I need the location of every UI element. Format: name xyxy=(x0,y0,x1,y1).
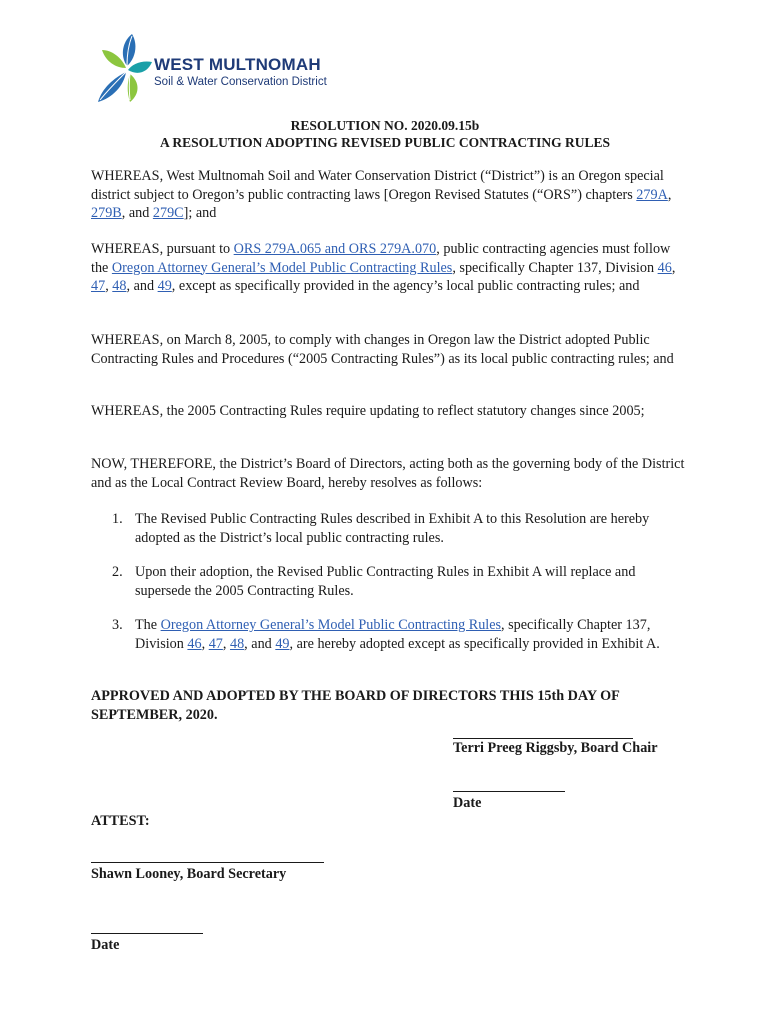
link-division-47[interactable]: 47 xyxy=(208,635,223,652)
list-text: Upon their adoption, the Revised Public Contracting Rules in Exhibit A will replace and supersede the 2005 Contracting Rules. xyxy=(135,564,636,599)
link-division-48[interactable]: 48 xyxy=(112,278,127,294)
separator: , and xyxy=(126,278,158,294)
district-logo xyxy=(94,32,354,104)
date-line-1 xyxy=(453,791,565,792)
link-division-49[interactable]: 49 xyxy=(275,635,290,652)
link-279b[interactable]: 279B xyxy=(91,205,122,221)
secretary-signature-line xyxy=(91,862,324,863)
date-line-2 xyxy=(91,933,203,934)
separator: , and xyxy=(121,205,153,221)
item-3-text-a: The xyxy=(135,617,161,633)
list-number: 3. xyxy=(112,617,123,633)
logo-name: WEST MULTNOMAH xyxy=(154,55,321,74)
resolution-title: A RESOLUTION ADOPTING REVISED PUBLIC CONTRACTING RULES xyxy=(159,135,611,150)
secretary-name: Shawn Looney, Board Secretary xyxy=(91,866,287,882)
whereas-2-text-d: , except as specifically provided in the agency’s local public contracting rules; and xyxy=(171,278,640,294)
chair-name: Terri Preeg Riggsby, Board Chair xyxy=(453,740,658,756)
separator: , xyxy=(105,278,113,294)
whereas-paragraph-1 xyxy=(91,167,691,223)
link-ors-279a[interactable]: ORS 279A.065 and ORS 279A.070 xyxy=(233,241,437,257)
approved-statement: APPROVED AND ADOPTED BY THE BOARD OF DIRECTORS THIS 15th DAY OF SEPTEMBER, 2020. xyxy=(91,688,620,723)
separator: , xyxy=(201,635,209,652)
list-text xyxy=(135,616,680,653)
link-division-47[interactable]: 47 xyxy=(91,278,106,294)
whereas-1-text-a: WHEREAS, West Multnomah Soil and Water Conservation District (“District”) is an Oregon special district subject to Oregon’s public contracting laws [Oregon Revised Statutes (“ORS”) chapters xyxy=(91,168,664,203)
whereas-2-text-c: , specifically Chapter 137, Division xyxy=(452,259,658,276)
link-division-49[interactable]: 49 xyxy=(157,278,172,294)
whereas-1-text-b: ]; and xyxy=(183,205,217,221)
date-label-1: Date xyxy=(453,795,482,811)
whereas-paragraph-4: WHEREAS, the 2005 Contracting Rules require updating to reflect statutory changes since 2005; xyxy=(91,403,645,419)
item-3-text-b: , specifically Chapter 137, Division xyxy=(135,617,651,652)
separator: , xyxy=(222,635,230,652)
date-label-2: Date xyxy=(91,937,120,953)
now-therefore-paragraph: NOW, THEREFORE, the District’s Board of Directors, acting both as the governing body of the District and as the Local Contract Review Board, hereby resolves as follows: xyxy=(91,456,685,491)
separator: , and xyxy=(244,635,276,652)
item-3-text-c: , are hereby adopted except as specifically provided in Exhibit A. xyxy=(289,635,660,652)
separator: , xyxy=(671,259,676,276)
trefoil-leaf-icon xyxy=(94,32,154,104)
whereas-2-text-a: WHEREAS, pursuant to xyxy=(91,241,234,257)
chair-signature-line xyxy=(453,738,633,739)
attest-label: ATTEST: xyxy=(91,813,150,829)
separator: , xyxy=(667,186,672,203)
link-279a[interactable]: 279A xyxy=(636,186,668,203)
list-number: 2. xyxy=(112,564,123,580)
list-number: 1. xyxy=(112,511,123,527)
list-text: The Revised Public Contracting Rules described in Exhibit A to this Resolution are hereby adopted as the District’s local public contracting rules. xyxy=(135,511,650,546)
resolution-number: RESOLUTION NO. 2020.09.15b xyxy=(290,118,480,133)
link-model-rules[interactable]: Oregon Attorney General’s Model Public Contracting Rules xyxy=(111,259,453,276)
logo-subtitle: Soil & Water Conservation District xyxy=(154,76,327,88)
link-279c[interactable]: 279C xyxy=(152,205,184,221)
link-division-46[interactable]: 46 xyxy=(187,635,202,652)
whereas-2-text-b: , public contracting agencies must follow the xyxy=(91,241,671,276)
link-division-48[interactable]: 48 xyxy=(229,635,245,652)
whereas-paragraph-2 xyxy=(91,240,691,296)
whereas-paragraph-3: WHEREAS, on March 8, 2005, to comply with changes in Oregon law the District adopted Public Contracting Rules and Procedures (“2005 Contracting Rules”) as its local public contracting rules; and xyxy=(91,332,674,367)
link-division-46[interactable]: 46 xyxy=(657,259,672,276)
link-model-rules[interactable]: Oregon Attorney General’s Model Public Contracting Rules xyxy=(160,617,502,633)
